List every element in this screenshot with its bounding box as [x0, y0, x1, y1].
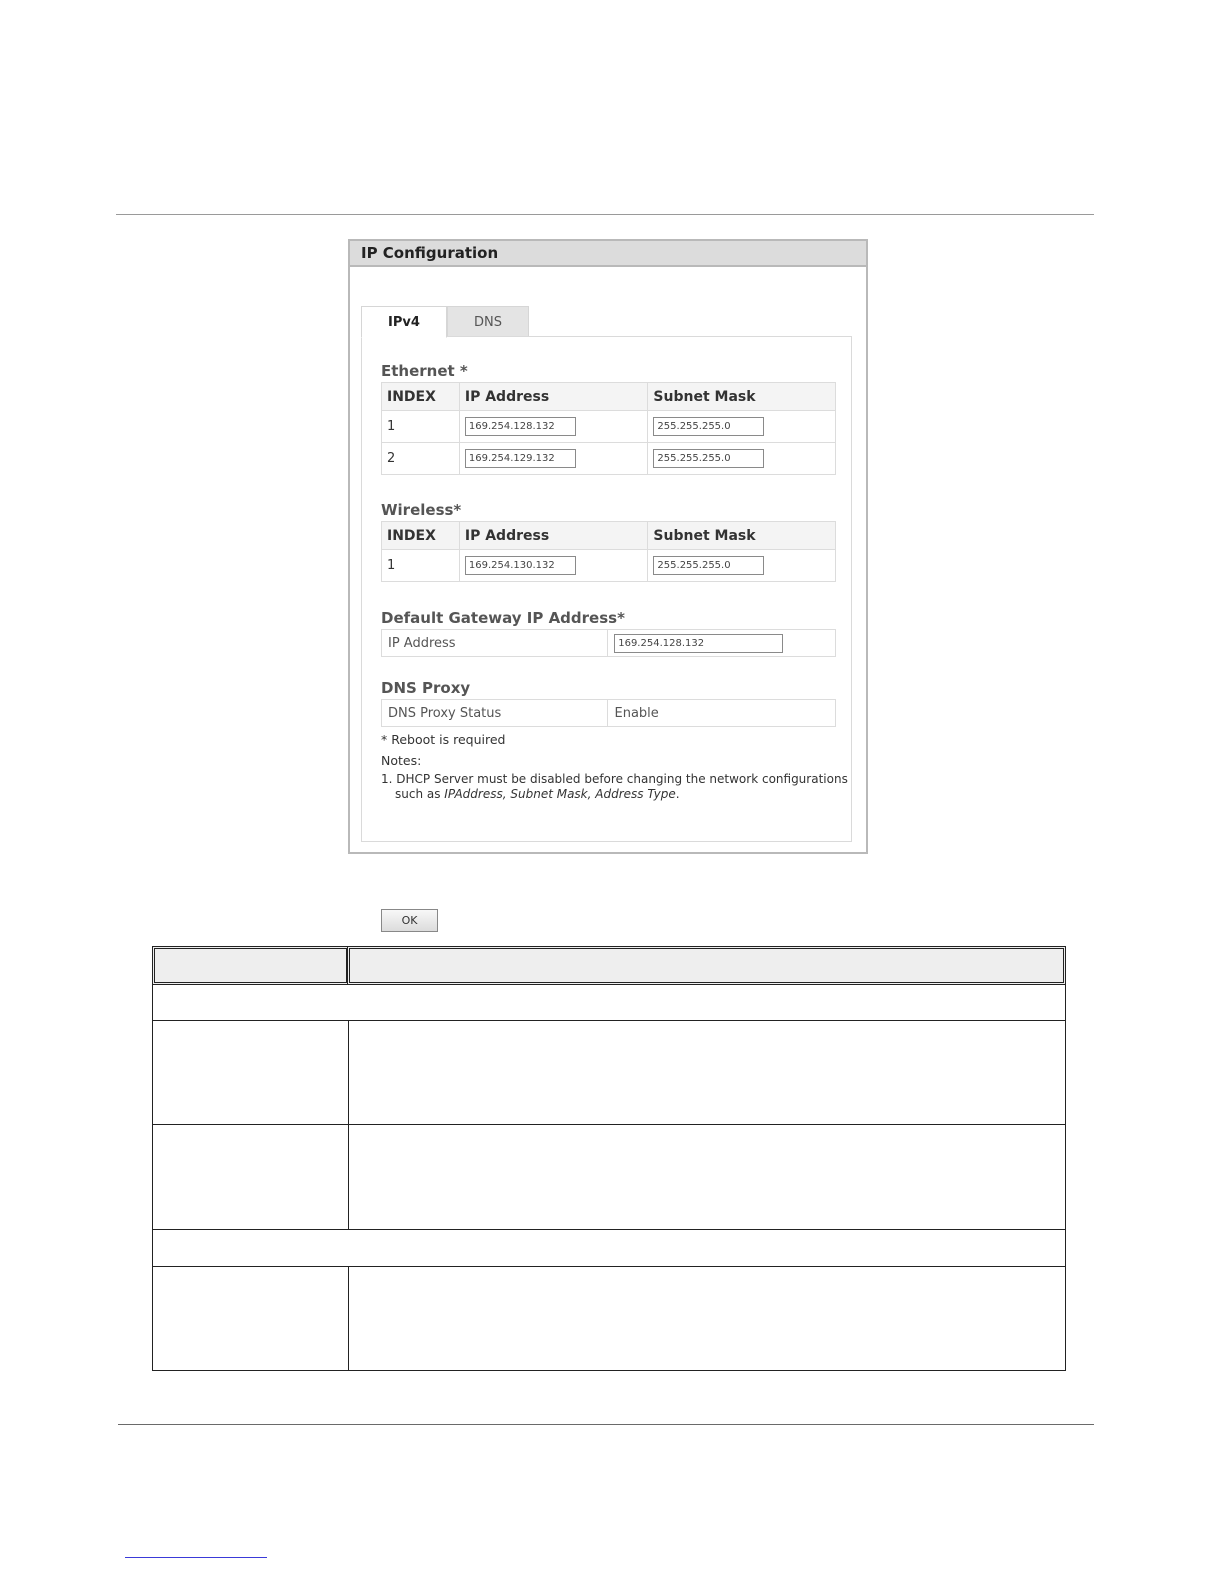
gateway-ip-label: IP Address — [382, 630, 608, 657]
default-gateway-table — [381, 629, 836, 657]
ethernet-section-title: Ethernet * — [381, 362, 468, 380]
tab-ipv4[interactable]: IPv4 — [361, 306, 447, 338]
table-header-cell — [347, 946, 1066, 985]
ok-button[interactable]: OK — [381, 909, 438, 932]
footer-link-underline[interactable] — [125, 1557, 267, 1558]
gateway-ip-input[interactable]: 169.254.128.132 — [614, 634, 783, 653]
wireless-section-title: Wireless* — [381, 501, 462, 519]
panel-title: IP Configuration — [350, 241, 866, 267]
tab-dns[interactable]: DNS — [447, 306, 529, 337]
row-index: 1 — [382, 550, 460, 582]
ip-address-input[interactable]: 169.254.129.132 — [465, 449, 576, 468]
note-1-line-2 — [395, 787, 680, 801]
wireless-table — [381, 521, 836, 582]
subnet-mask-input[interactable]: 255.255.255.0 — [653, 417, 764, 436]
dns-proxy-table — [381, 699, 836, 727]
note-1-line-1: 1. DHCP Server must be disabled before changing the network configurations — [381, 772, 848, 786]
column-header-subnet-mask: Subnet Mask — [648, 522, 836, 550]
default-gateway-section-title: Default Gateway IP Address* — [381, 609, 625, 627]
reboot-note: * Reboot is required — [381, 732, 506, 747]
table-row — [382, 443, 836, 475]
table-cell — [348, 1124, 1066, 1230]
table-header-cell — [152, 946, 349, 985]
note-1-italic-terms: IPAddress, Subnet Mask, Address Type — [444, 787, 676, 801]
note-1-prefix: such as — [395, 787, 445, 801]
bottom-rule — [118, 1424, 1094, 1425]
table-row — [382, 550, 836, 582]
table-cell — [152, 1020, 349, 1125]
column-header-index: INDEX — [382, 522, 460, 550]
section-row — [152, 1229, 1066, 1267]
column-header-subnet-mask: Subnet Mask — [648, 383, 836, 411]
note-1-suffix: . — [675, 787, 680, 801]
notes-label: Notes: — [381, 753, 422, 768]
table-cell — [348, 1266, 1066, 1371]
ip-address-input[interactable]: 169.254.128.132 — [465, 417, 576, 436]
subnet-mask-input[interactable]: 255.255.255.0 — [653, 556, 764, 575]
table-cell — [152, 1124, 349, 1230]
ipv4-tab-panel — [361, 336, 852, 927]
column-header-ip-address: IP Address — [459, 383, 648, 411]
table-cell — [348, 1020, 1066, 1125]
dns-proxy-status-value: Enable — [608, 700, 836, 727]
column-header-index: INDEX — [382, 383, 460, 411]
table-row — [382, 411, 836, 443]
ip-configuration-panel — [348, 239, 868, 927]
section-row — [152, 984, 1066, 1021]
subnet-mask-input[interactable]: 255.255.255.0 — [653, 449, 764, 468]
ethernet-table — [381, 382, 836, 475]
ip-address-input[interactable]: 169.254.130.132 — [465, 556, 576, 575]
dns-proxy-status-label: DNS Proxy Status — [382, 700, 608, 727]
row-index: 2 — [382, 443, 460, 475]
description-table — [152, 946, 1066, 1371]
top-rule — [116, 214, 1094, 215]
dns-proxy-section-title: DNS Proxy — [381, 679, 471, 697]
table-cell — [152, 1266, 349, 1371]
column-header-ip-address: IP Address — [459, 522, 648, 550]
row-index: 1 — [382, 411, 460, 443]
